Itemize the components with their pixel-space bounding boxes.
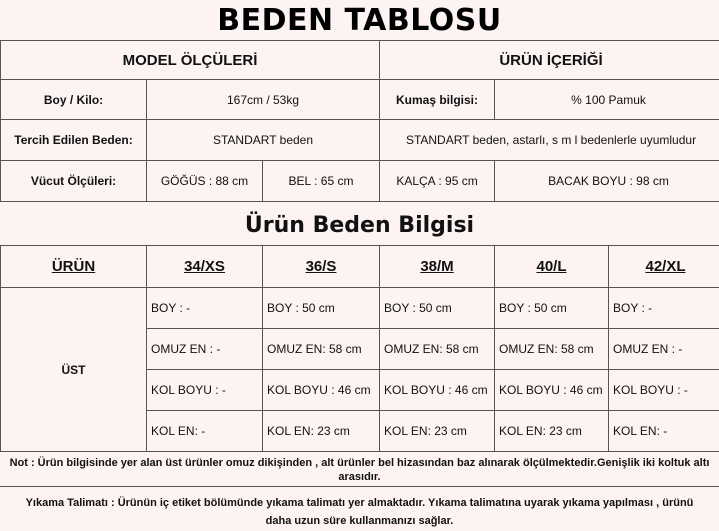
measurement-cell: KOL BOYU : 46 cm xyxy=(263,370,380,411)
size-info-heading: Ürün Beden Bilgisi xyxy=(244,213,475,238)
chest-value: GÖĞÜS : 88 cm xyxy=(147,161,263,202)
size-table xyxy=(0,245,719,452)
measurement-cell: KOL BOYU : - xyxy=(147,370,263,411)
model-heading: MODEL ÖLÇÜLERİ xyxy=(1,41,380,80)
measurement-cell: BOY : - xyxy=(609,288,719,329)
measurement-cell: OMUZ EN: 58 cm xyxy=(380,329,495,370)
size-header: 38/M xyxy=(380,246,495,288)
size-header: 40/L xyxy=(495,246,609,288)
wash-line-1: Yıkama Talimatı : Ürünün iç etiket bölümünde yıkama talimatı yer almaktadır. Yıkama talimatına uyarak yıkama yapılması , ürünü xyxy=(25,497,694,509)
note-line-2: arasıdır. xyxy=(338,471,381,483)
measurement-cell: KOL EN: 23 cm xyxy=(495,411,609,452)
product-heading: ÜRÜN İÇERİĞİ xyxy=(380,41,719,80)
height-weight-label: Boy / Kilo: xyxy=(1,80,147,120)
waist-value: BEL : 65 cm xyxy=(263,161,380,202)
body-measurements-label: Vücut Ölçüleri: xyxy=(1,161,147,202)
fabric-label: Kumaş bilgisi: xyxy=(380,80,495,120)
measurement-cell: OMUZ EN : - xyxy=(147,329,263,370)
fabric-value: % 100 Pamuk xyxy=(495,80,719,120)
model-product-table xyxy=(0,40,719,202)
measurement-cell: BOY : 50 cm xyxy=(380,288,495,329)
hip-value: KALÇA : 95 cm xyxy=(380,161,495,202)
page-title: BEDEN TABLOSU xyxy=(217,3,502,38)
measurement-cell: BOY : 50 cm xyxy=(495,288,609,329)
measurement-cell: OMUZ EN : - xyxy=(609,329,719,370)
product-name: ÜST xyxy=(1,288,147,452)
measurement-cell: KOL EN: - xyxy=(609,411,719,452)
size-header: 34/XS xyxy=(147,246,263,288)
size-header: 42/XL xyxy=(609,246,719,288)
measurement-cell: OMUZ EN: 58 cm xyxy=(495,329,609,370)
measurement-cell: BOY : 50 cm xyxy=(263,288,380,329)
washing-instructions xyxy=(0,490,719,531)
preferred-size-label: Tercih Edilen Beden: xyxy=(1,120,147,161)
size-note: STANDART beden, astarlı, s m l bedenlerle uyumludur xyxy=(380,120,719,161)
table-row xyxy=(1,288,719,329)
measurement-cell: KOL BOYU : - xyxy=(609,370,719,411)
measurement-cell: KOL EN: 23 cm xyxy=(380,411,495,452)
size-header: 36/S xyxy=(263,246,380,288)
measurement-note xyxy=(0,452,719,487)
measurement-cell: KOL EN: 23 cm xyxy=(263,411,380,452)
wash-line-2: daha uzun süre kullanmanızı sağlar. xyxy=(265,515,454,527)
measurement-cell: KOL BOYU : 46 cm xyxy=(380,370,495,411)
measurement-cell: KOL BOYU : 46 cm xyxy=(495,370,609,411)
product-column-header: ÜRÜN xyxy=(1,246,147,288)
height-weight-value: 167cm / 53kg xyxy=(147,80,380,120)
preferred-size-value: STANDART beden xyxy=(147,120,380,161)
leg-length-value: BACAK BOYU : 98 cm xyxy=(495,161,719,202)
measurement-cell: BOY : - xyxy=(147,288,263,329)
note-line-1: Not : Ürün bilgisinde yer alan üst ürünler omuz dikişinden , alt ürünler bel hizasından baz alınarak ölçülmektedir.Genişlik iki koltuk altı xyxy=(9,457,710,469)
measurement-cell: KOL EN: - xyxy=(147,411,263,452)
measurement-cell: OMUZ EN: 58 cm xyxy=(263,329,380,370)
